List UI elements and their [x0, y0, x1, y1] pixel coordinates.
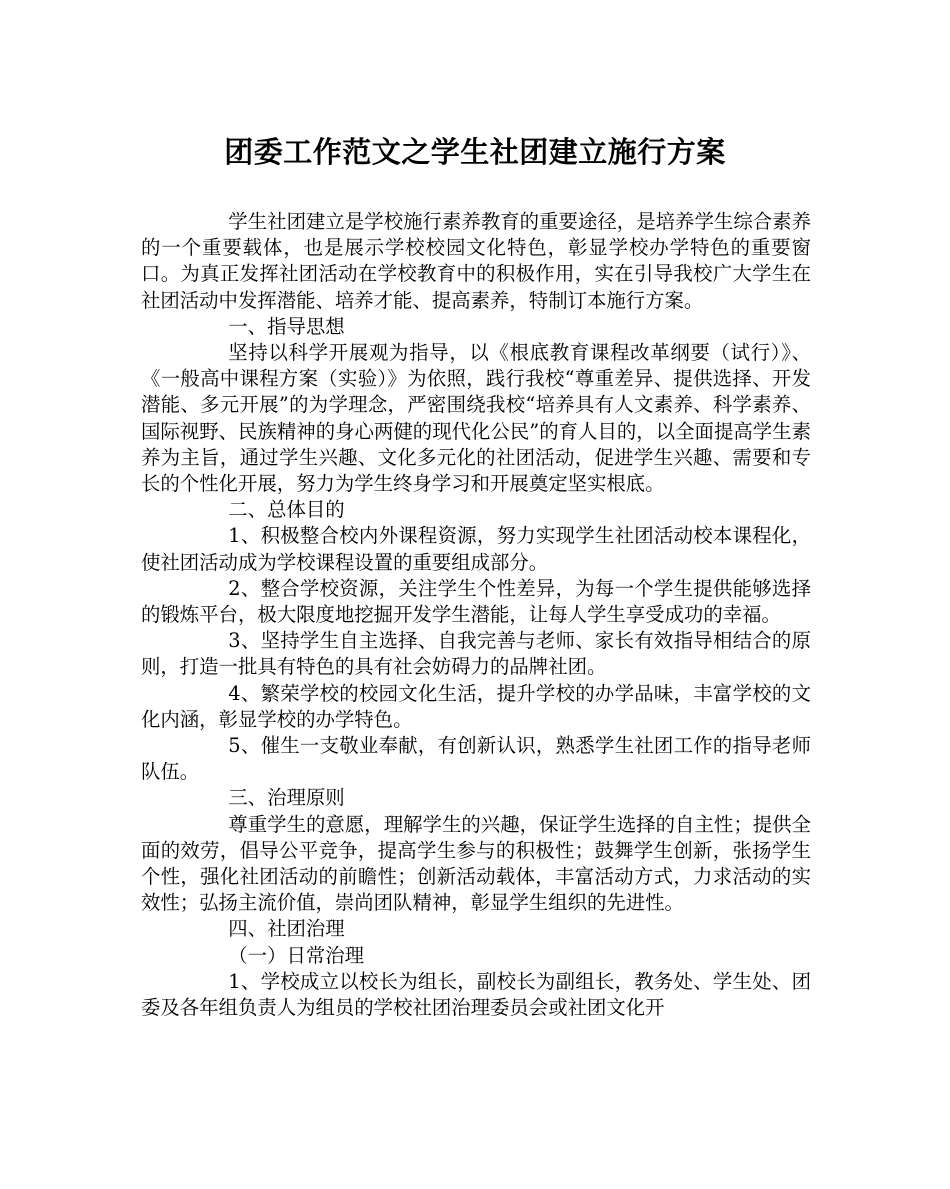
goal-item-1: 1、积极整合校内外课程资源，努力实现学生社团活动校本课程化，使社团活动成为学校课程设置的重要组成部分。 — [141, 524, 811, 574]
document-title: 团委工作范文之学生社团建立施行方案 — [224, 135, 726, 169]
goal-item-5: 5、催生一支敬业奉献，有创新认识，熟悉学生社团工作的指导老师队伍。 — [141, 734, 811, 784]
intro-paragraph: 学生社团建立是学校施行素养教育的重要途径，是培养学生综合素养的一个重要载体，也是展示学校校园文化特色，彰显学校办学特色的重要窗口。为真正发挥社团活动在学校教育中的积极作用，实在引导我校广大学生在社团活动中发挥潜能、培养才能、提高素养，特制订本施行方案。 — [141, 210, 811, 312]
section-paragraph-guiding-ideology: 坚持以科学开展观为指导，以《根底教育课程改革纲要（试行）》、《一般高中课程方案（实验）》为依照，践行我校“尊重差异、提供选择、开发潜能、多元开展”的为学理念，严密围绕我校“培养具有人文素养、科学素养、国际视野、民族精神的身心两健的现代化公民”的育人目的，以全面提高学生素养为主旨，通过学生兴趣、文化多元化的社团活动，促进学生兴趣、需要和专长的个性化开展，努力为学生终身学习和开展奠定坚实根底。 — [141, 341, 811, 496]
management-item-1: 1、学校成立以校长为组长，副校长为副组长，教务处、学生处、团委及各年组负责人为组员的学校社团治理委员会或社团文化开 — [141, 969, 811, 1020]
goal-item-2: 2、整合学校资源，关注学生个性差异，为每一个学生提供能够选择的锻炼平台，极大限度地挖掘开发学生潜能，让每人学生享受成功的幸福。 — [141, 576, 811, 627]
section-heading-guiding-ideology: 一、指导思想 — [228, 314, 345, 338]
section-heading-management-principles: 三、治理原则 — [228, 786, 345, 810]
goal-item-4: 4、繁荣学校的校园文化生活，提升学校的办学品味，丰富学校的文化内涵，彰显学校的办学特色。 — [141, 681, 811, 731]
document-body — [141, 209, 811, 1021]
section-heading-club-management: 四、社团治理 — [228, 917, 345, 941]
section-paragraph-management-principles: 尊重学生的意愿，理解学生的兴趣，保证学生选择的自主性；提供全面的效劳，倡导公平竞争，提高学生参与的积极性；鼓舞学生创新，张扬学生个性，强化社团活动的前瞻性；创新活动载体，丰富活动方式，力求活动的实效性；弘扬主流价值，崇尚团队精神，彰显学生组织的先进性。 — [141, 812, 811, 915]
section-heading-overall-goals: 二、总体目的 — [228, 498, 345, 522]
subsection-heading-daily-management: （一）日常治理 — [228, 943, 365, 967]
goal-item-3: 3、坚持学生自主选择、自我完善与老师、家长有效指导相结合的原则，打造一批具有特色的具有社会妨碍力的品牌社团。 — [141, 629, 811, 679]
